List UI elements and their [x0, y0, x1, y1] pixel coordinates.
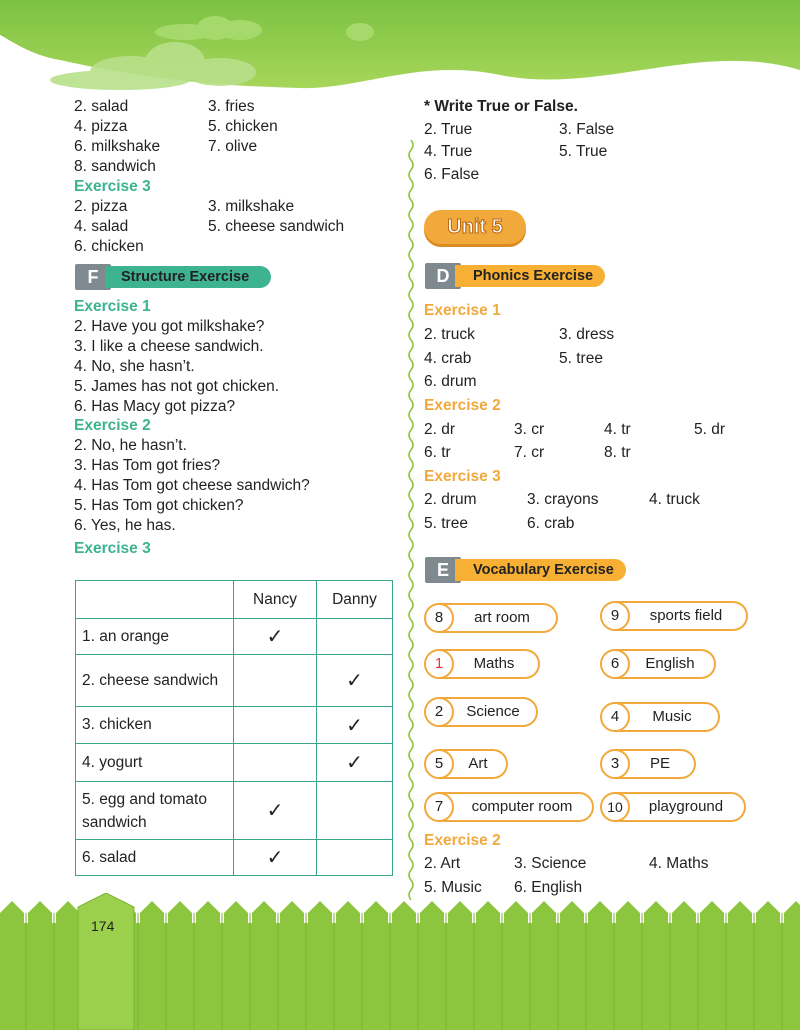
check-icon	[234, 655, 317, 707]
answer-table	[75, 580, 393, 876]
answer-line: 2. pizza	[74, 198, 128, 215]
check-icon: ✓	[317, 744, 393, 782]
check-icon	[317, 782, 393, 840]
vocab-label: art room	[438, 603, 558, 633]
answer-line: 4. salad	[74, 218, 129, 235]
check-icon	[234, 744, 317, 782]
check-icon	[317, 619, 393, 655]
exercise-heading: Exercise 3	[74, 178, 151, 195]
section-letter: F	[75, 264, 111, 290]
answer-line: 6. False	[424, 166, 480, 183]
answer-line: 4. tr	[604, 421, 631, 438]
section-title: Phonics Exercise	[455, 265, 605, 287]
vocab-number: 4	[600, 702, 630, 732]
answer-line: 3. dress	[559, 326, 615, 343]
vocab-number: 7	[424, 792, 454, 822]
answer-line: 3. Science	[514, 855, 587, 872]
table-header-cell: Nancy	[234, 581, 317, 619]
answer-line: 6. English	[514, 879, 583, 896]
table-cell-item: 1. an orange	[76, 619, 234, 655]
check-icon: ✓	[234, 619, 317, 655]
answer-line: 8. sandwich	[74, 158, 156, 175]
check-icon: ✓	[317, 655, 393, 707]
answer-line: 6. crab	[527, 515, 575, 532]
answer-line: 5. tree	[559, 350, 603, 367]
header-banner	[0, 0, 800, 100]
section-title: Structure Exercise	[105, 266, 271, 288]
answer-line: 7. cr	[514, 444, 545, 461]
answer-line: 3. milkshake	[208, 198, 295, 215]
answer-line: 2. True	[424, 121, 473, 138]
vocab-label: PE	[614, 749, 696, 779]
answer-line: 5. chicken	[208, 118, 278, 135]
table-cell-item: 6. salad	[76, 840, 234, 876]
section-letter: D	[425, 263, 461, 289]
answer-line: 4. No, she hasn’t.	[74, 358, 195, 375]
answer-line: 4. True	[424, 143, 473, 160]
answer-line: 2. No, he hasn’t.	[74, 437, 187, 454]
answer-line: 6. milkshake	[74, 138, 161, 155]
table-cell-item: 4. yogurt	[76, 744, 234, 782]
page-number: 174	[91, 918, 115, 934]
answer-line: 6. tr	[424, 444, 451, 461]
table-cell-item: 2. cheese sandwich	[76, 655, 234, 707]
answer-line: 2. dr	[424, 421, 456, 438]
answer-line: 4. Has Tom got cheese sandwich?	[74, 477, 310, 494]
answer-line: 5. tree	[424, 515, 468, 532]
table-header-row	[76, 581, 393, 619]
answer-line: 5. cheese sandwich	[208, 218, 345, 235]
answer-line: 4. truck	[649, 491, 700, 508]
vocab-label: playground	[614, 792, 746, 822]
answer-line: 3. I like a cheese sandwich.	[74, 338, 264, 355]
answer-line: 4. pizza	[74, 118, 128, 135]
vocab-label: computer room	[438, 792, 594, 822]
table-row	[76, 782, 393, 840]
fence-footer	[0, 893, 800, 1030]
answer-line: 3. False	[559, 121, 615, 138]
vocab-number: 10	[600, 792, 630, 822]
section-title: Vocabulary Exercise	[455, 559, 626, 581]
answer-line: 3. fries	[208, 98, 255, 115]
answer-line: 6. Has Macy got pizza?	[74, 398, 236, 415]
table-cell-item: 3. chicken	[76, 707, 234, 744]
answer-line: 2. salad	[74, 98, 129, 115]
answer-line: 6. Yes, he has.	[74, 517, 176, 534]
vocab-number: 2	[424, 697, 454, 727]
exercise-heading: Exercise 2	[424, 397, 501, 414]
check-icon	[234, 707, 317, 744]
answer-line: 3. cr	[514, 421, 545, 438]
table-row	[76, 840, 393, 876]
vocab-number: 6	[600, 649, 630, 679]
table-row	[76, 744, 393, 782]
vocab-label: sports field	[614, 601, 748, 631]
table-row	[76, 707, 393, 744]
vocab-number: 9	[600, 601, 630, 631]
exercise-heading: Exercise 1	[74, 298, 151, 315]
exercise-heading: Exercise 3	[74, 540, 151, 557]
answer-line: 2. drum	[424, 491, 477, 508]
exercise-heading: Exercise 2	[74, 417, 151, 434]
answer-line: 3. Has Tom got fries?	[74, 457, 221, 474]
answer-line: 6. drum	[424, 373, 477, 390]
check-icon: ✓	[234, 782, 317, 840]
check-icon: ✓	[234, 840, 317, 876]
check-icon: ✓	[317, 707, 393, 744]
answer-line: 6. chicken	[74, 238, 144, 255]
table-cell-item: 5. egg and tomato sandwich	[76, 782, 234, 840]
vocab-label: English	[614, 649, 716, 679]
answer-line: 2. Art	[424, 855, 461, 872]
answer-line: 4. crab	[424, 350, 472, 367]
vocab-number: 5	[424, 749, 454, 779]
answer-line: 5. dr	[694, 421, 726, 438]
answer-line: 5. James has not got chicken.	[74, 378, 280, 395]
vocab-number: 8	[424, 603, 454, 633]
exercise-heading: * Write True or False.	[424, 98, 578, 115]
vocab-label: Art	[438, 749, 508, 779]
exercise-heading: Exercise 3	[424, 468, 501, 485]
vocab-label: Science	[438, 697, 538, 727]
answer-line: 5. Has Tom got chicken?	[74, 497, 244, 514]
section-letter: E	[425, 557, 461, 583]
table-header-cell	[76, 581, 234, 619]
exercise-heading: Exercise 2	[424, 832, 501, 849]
table-row	[76, 655, 393, 707]
answer-line: 7. olive	[208, 138, 258, 155]
answer-line: 2. Have you got milkshake?	[74, 318, 265, 335]
answer-line: 2. truck	[424, 326, 475, 343]
check-icon	[317, 840, 393, 876]
exercise-heading: Exercise 1	[424, 302, 501, 319]
table-header-cell: Danny	[317, 581, 393, 619]
answer-line: 4. Maths	[649, 855, 709, 872]
vocab-label: Maths	[438, 649, 540, 679]
unit-badge: Unit 5	[424, 210, 526, 244]
vocab-number: 1	[424, 649, 454, 679]
wavy-divider	[407, 140, 415, 900]
vocab-number: 3	[600, 749, 630, 779]
answer-line: 5. True	[559, 143, 608, 160]
answer-line: 3. crayons	[527, 491, 599, 508]
table-row	[76, 619, 393, 655]
vocab-label: Music	[614, 702, 720, 732]
answer-line: 5. Music	[424, 879, 482, 896]
answer-line: 8. tr	[604, 444, 631, 461]
